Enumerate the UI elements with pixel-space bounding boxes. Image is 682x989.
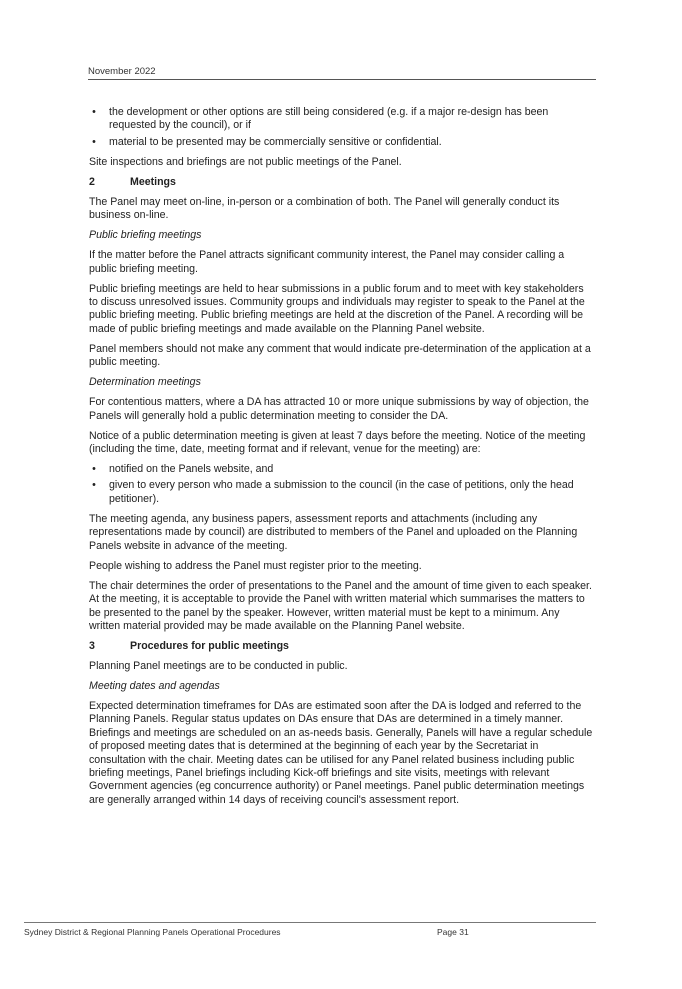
subheading-meeting-dates: Meeting dates and agendas [89,679,220,692]
section-title: Meetings [130,175,176,188]
paragraph: If the matter before the Panel attracts significant community interest, the Panel may consider calling a public briefing meeting. [89,249,565,275]
paragraph: People wishing to address the Panel must register prior to the meeting. [89,559,422,572]
list-item: • notified on the Panels website, and [89,463,593,476]
list-item: • given to every person who made a submission to the council (in the case of petitions, only the head petitioner). [89,479,593,506]
list-item: • material to be presented may be commercially sensitive or confidential. [89,136,593,149]
footer-document-title: Sydney District & Regional Planning Panels Operational Procedures [24,927,281,937]
subheading-public-briefing: Public briefing meetings [89,229,202,242]
paragraph: Panel members should not make any comment that would indicate pre-determination of the application at a public meeting. [89,342,591,369]
bullet-list-notice [89,463,593,506]
paragraph: Notice of a public determination meeting is given at least 7 days before the meeting. Notice of the meeting (including the time, date, meeting format and if relevant, venue for the meeting) are: [89,429,586,456]
document-body [89,106,593,814]
paragraph: For contentious matters, where a DA has attracted 10 or more unique submissions by way of objection, the Panels will generally hold a public determination meeting to consider the DA. [89,396,589,422]
header-date: November 2022 [88,66,156,77]
paragraph: The chair determines the order of presentations to the Panel and the amount of time given to each speaker. At the meeting, it is acceptable to provide the Panel with written material which summarises the matters to be presented to the panel by the speaker. However, written material must be kept to a minimum. Any written material provided may be made available on the Planning Panel website. [89,579,592,632]
paragraph: Planning Panel meetings are to be conducted in public. [89,659,348,672]
page-number: Page 31 [437,927,469,937]
footer-divider [24,922,596,923]
bullet-icon: • [92,479,96,492]
section-title: Procedures for public meetings [130,639,289,652]
section-number: 3 [89,639,95,652]
paragraph: Public briefing meetings are held to hear submissions in a public forum and to meet with key stakeholders to discuss unresolved issues. Community groups and individuals may register to speak to the Panel at the public briefing meeting. Public briefing meetings are held at the discretion of the Panel. A recording will be made of public briefing meetings and made available on the Planning Panel website. [89,282,585,335]
bullet-list-conditions [89,106,593,149]
paragraph-site-inspections: Site inspections and briefings are not public meetings of the Panel. [89,155,402,168]
bullet-icon: • [92,463,96,476]
paragraph: Expected determination timeframes for DAs are estimated soon after the DA is lodged and referred to the Planning Panels. Regular status updates on DAs ensure that DAs are determined in a timely manner. Briefings and meetings are scheduled on an as-needs basis. Generally, Panels will have a regular schedule of proposed meeting dates that is determined at the beginning of each year by the Secretariat in consultation with the chair. Meeting dates can be utilised for any Panel related business including public briefing meetings, Panel briefings including Kick-off briefings and site visits, meetings with relevant Government agencies (eg concurrence authority) or Panel meetings. Panel public determination meetings are generally arranged within 14 days of receiving council's assessment report. [89,699,593,806]
section-heading-meetings [89,176,593,189]
subheading-determination: Determination meetings [89,376,201,389]
bullet-icon: • [92,135,96,148]
header-divider [88,79,596,80]
paragraph-online: The Panel may meet on-line, in-person or a combination of both. The Panel will generally conduct its business on-line. [89,195,560,222]
bullet-icon: • [92,106,96,118]
section-number: 2 [89,175,95,188]
section-heading-procedures [89,640,593,653]
paragraph: The meeting agenda, any business papers, assessment reports and attachments (including any representations made by council) are distributed to members of the Panel and uploaded on the Planning Panels website in advance of the meeting. [89,512,578,552]
list-item: • the development or other options are still being considered (e.g. if a major re-design has been requested by the council), or if [89,106,593,133]
